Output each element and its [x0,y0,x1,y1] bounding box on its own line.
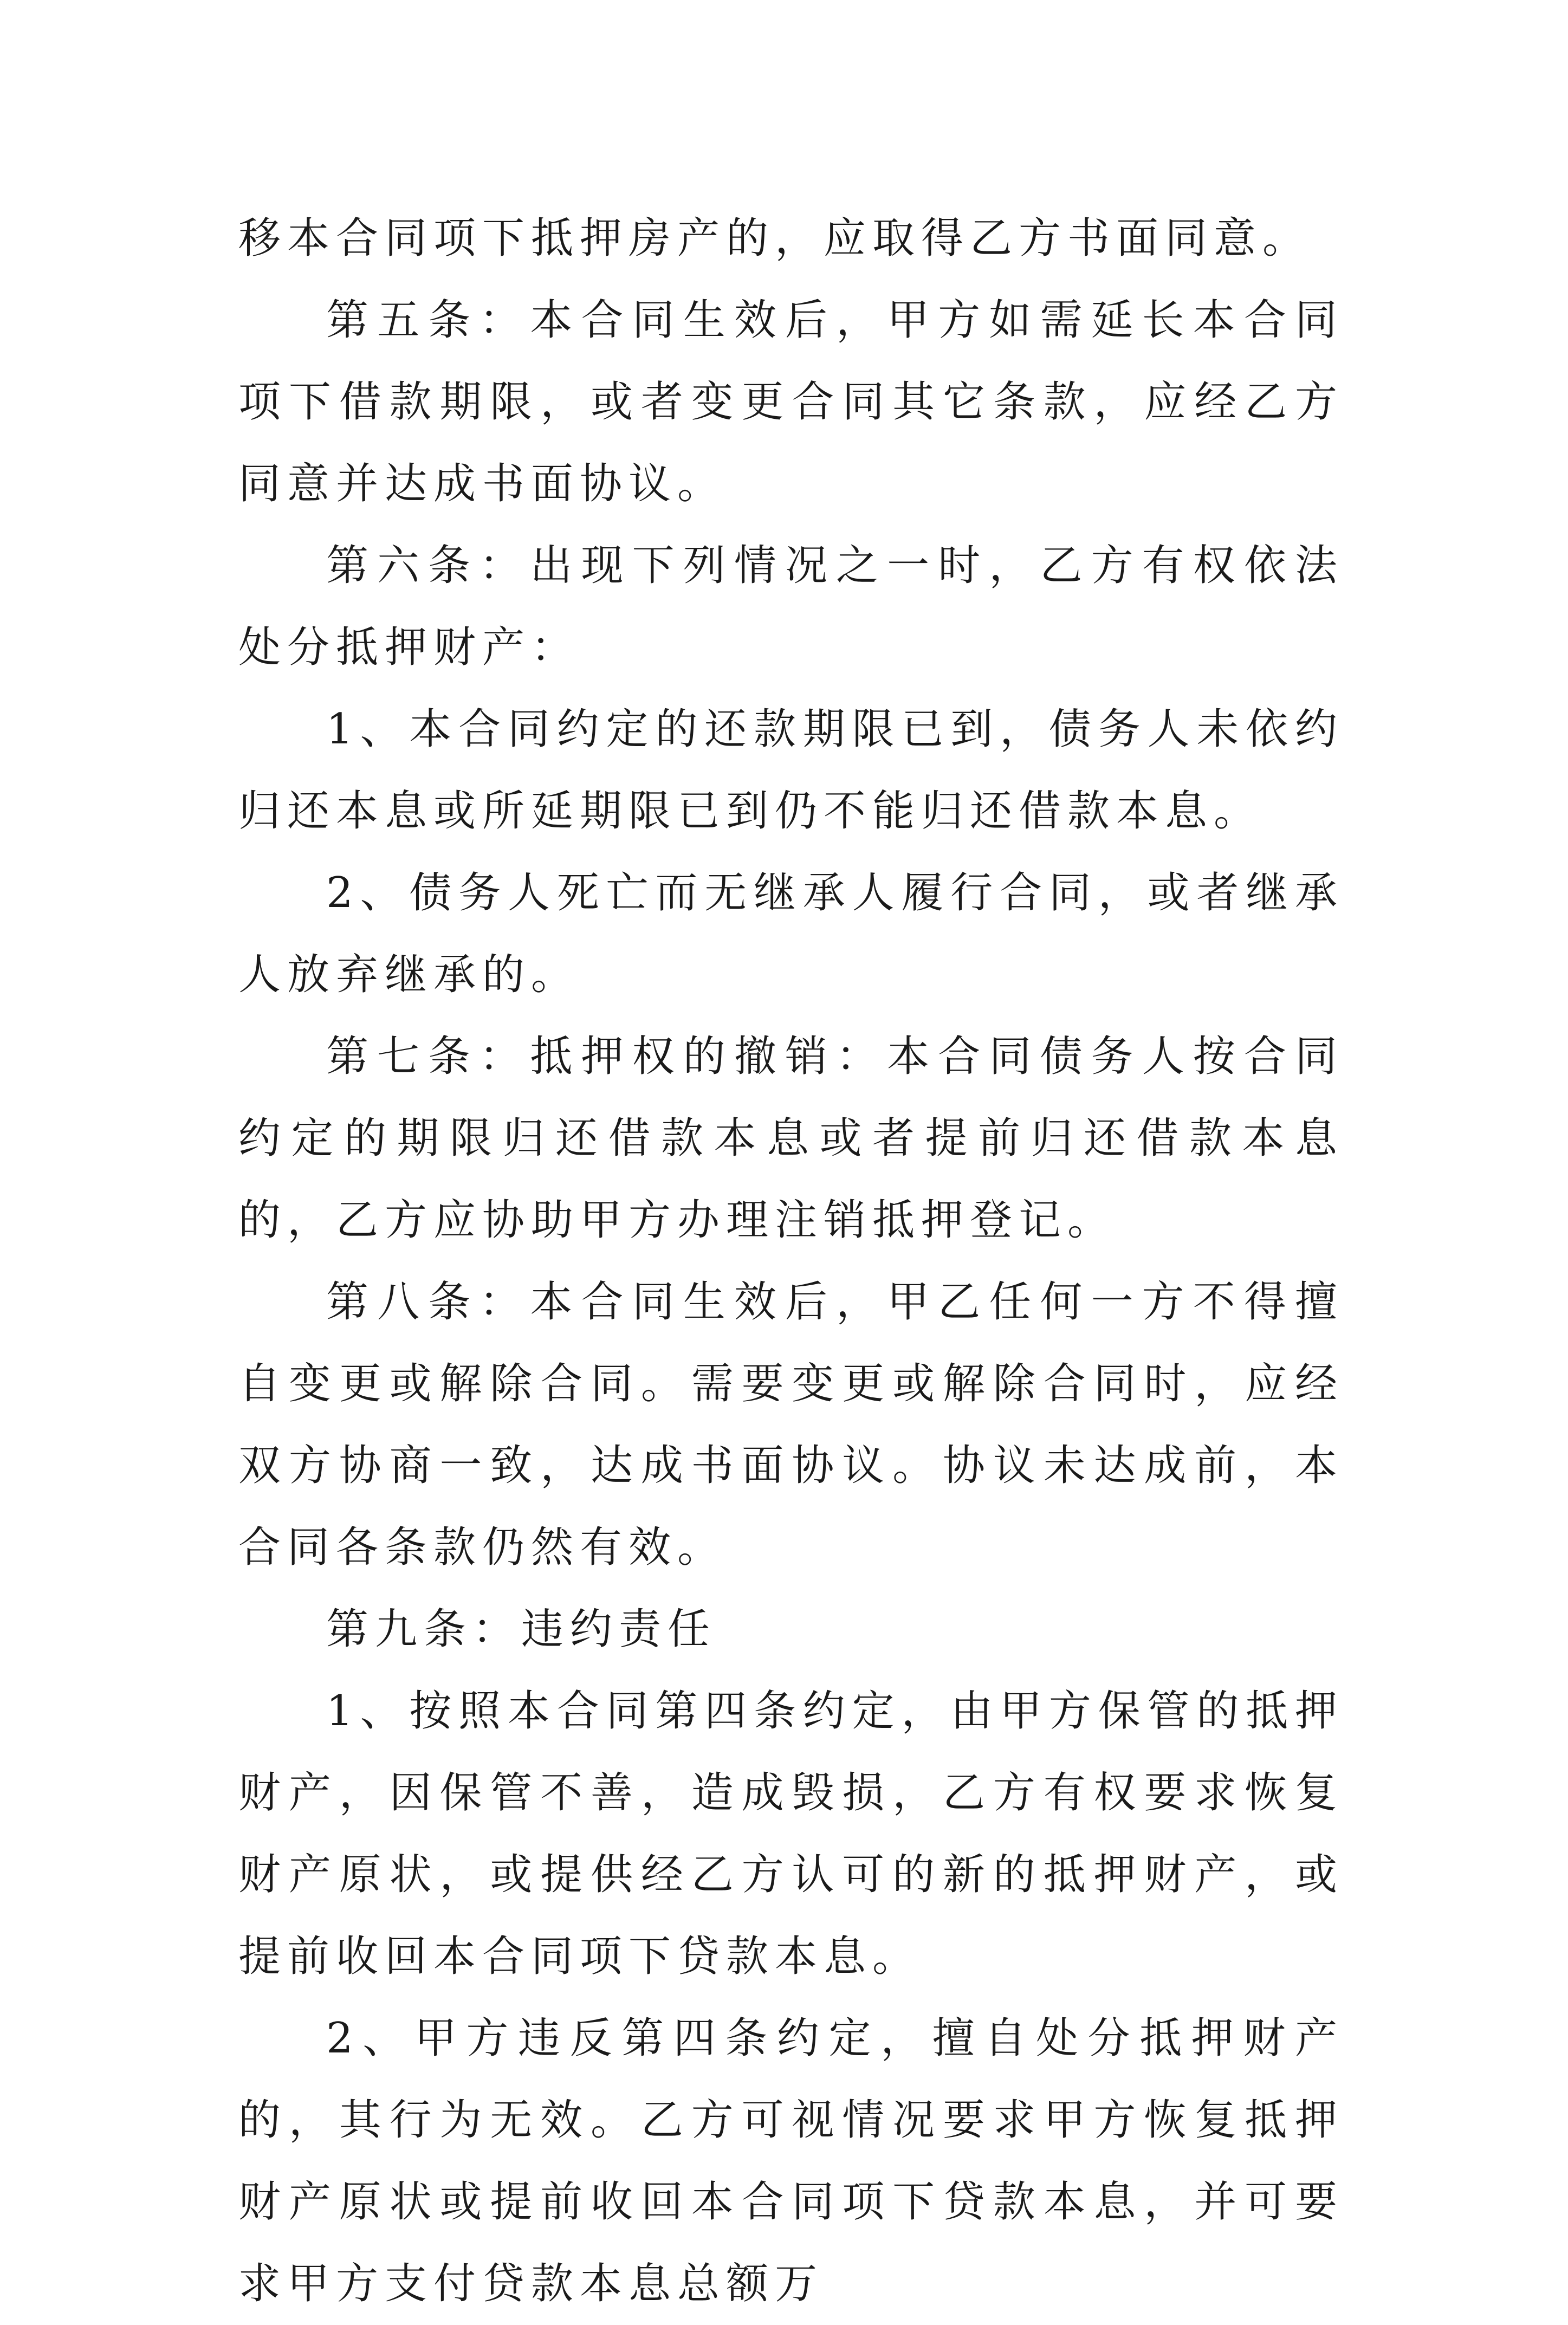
paragraph-article-7: 第七条：抵押权的撤销：本合同债务人按合同约定的期限归还借款本息或者提前归还借款本息的，乙方应协助甲方办理注销抵押登记。 [238,1032,1344,1245]
paragraph-article-5: 第五条：本合同生效后，甲方如需延长本合同项下借款期限，或者变更合同其它条款，应经乙方同意并达成书面协议。 [238,296,1344,508]
paragraph-article-6: 第六条：出现下列情况之一时，乙方有权依法处分抵押财产： [238,541,1344,672]
paragraph-article-9-heading: 第九条：违约责任 [326,1605,717,1654]
paragraph-article-6-item-2: 2、债务人死亡而无继承人履行合同，或者继承人放弃继承的。 [238,869,1344,999]
paragraph-article-6-item-1: 1、本合同约定的还款期限已到，债务人未依约归还本息或所延期限已到仍不能归还借款本息。 [238,705,1344,836]
paragraph-article-9-item-1: 1、按照本合同第四条约定，由甲方保管的抵押财产，因保管不善，造成毁损，乙方有权要求恢复财产原状，或提供经乙方认可的新的抵押财产，或提前收回本合同项下贷款本息。 [238,1687,1344,1981]
document-body [238,198,1344,2325]
paragraph-article-9-item-2: 2、甲方违反第四条约定，擅自处分抵押财产的，其行为无效。乙方可视情况要求甲方恢复抵押财产原状或提前收回本合同项下贷款本息，并可要求甲方支付贷款本息总额万 [238,2014,1344,2308]
paragraph-article-8: 第八条：本合同生效后，甲乙任何一方不得擅自变更或解除合同。需要变更或解除合同时，应经双方协商一致，达成书面协议。协议未达成前，本合同各条款仍然有效。 [238,1278,1344,1572]
paragraph-continuation: 移本合同项下抵押房产的，应取得乙方书面同意。 [238,214,1312,263]
